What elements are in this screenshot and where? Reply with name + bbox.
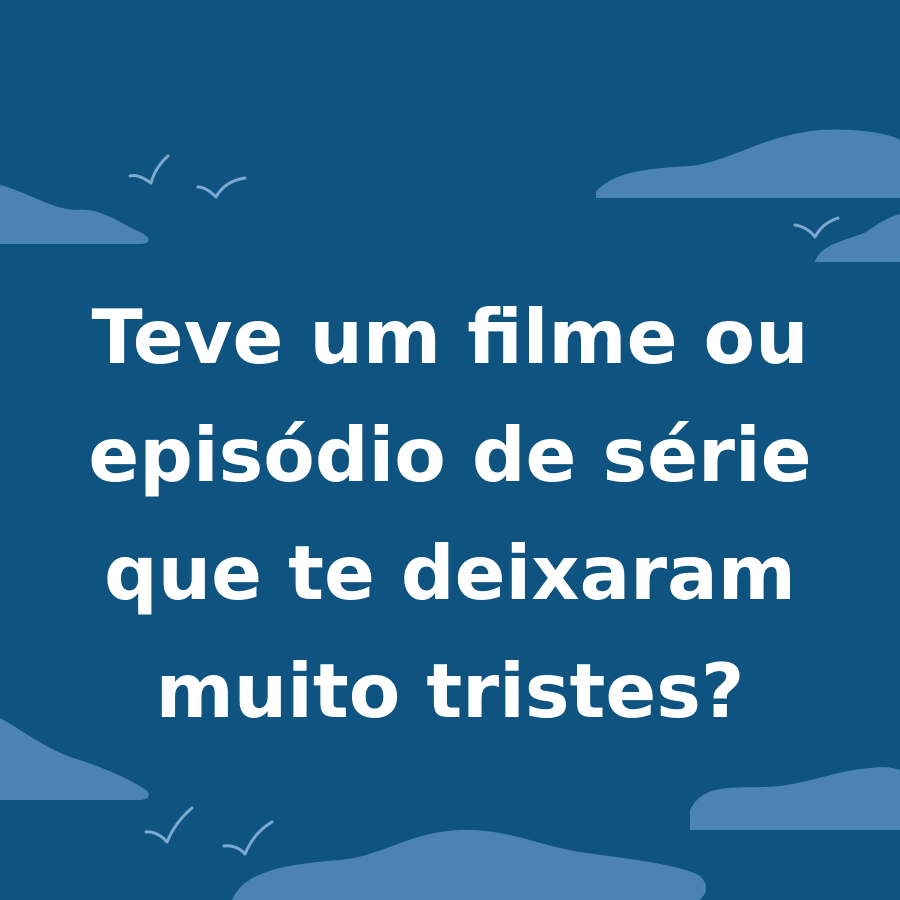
bird-icon <box>795 218 838 237</box>
question-line: Teve um filme ou <box>91 293 809 381</box>
bird-icon <box>224 822 272 854</box>
cloud-bottom-center <box>232 830 706 900</box>
question-line: muito tristes? <box>155 647 745 735</box>
cloud-bottom-right <box>690 767 900 830</box>
bird-icon <box>198 178 245 197</box>
bird-icon <box>146 808 192 842</box>
question-line: que te deixaram <box>104 529 796 617</box>
cloud-top-left <box>0 185 149 244</box>
question-text <box>0 278 900 750</box>
bird-icon <box>130 156 168 183</box>
cloud-top-right <box>596 130 900 198</box>
question-line: episódio de série <box>88 411 812 499</box>
